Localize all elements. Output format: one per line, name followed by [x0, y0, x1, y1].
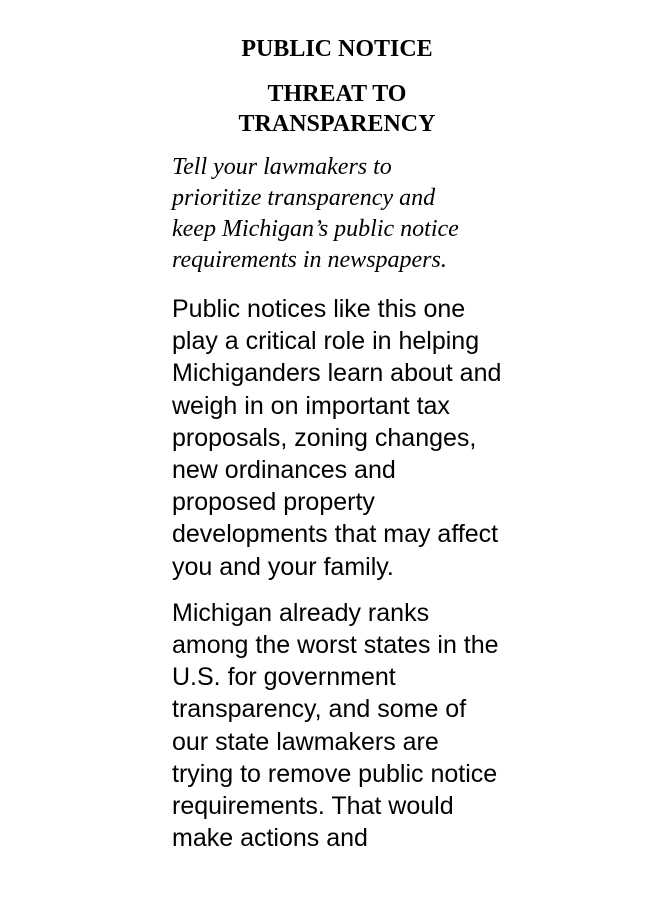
headline-line-1: THREAT TO	[267, 81, 407, 107]
public-notice	[172, 34, 502, 854]
headline-line-2: TRANSPARENCY	[238, 111, 436, 137]
notice-label: PUBLIC NOTICE	[241, 36, 433, 62]
tagline: Tell your lawmakers to prioritize transparency and keep Michigan’s public notice requirements in newspapers.	[172, 154, 459, 273]
body-paragraph: Michigan already ranks among the worst states in the U.S. for government transparency, and some of our state lawmakers are trying to remove public notice requirements. That would make actions and	[172, 598, 499, 853]
body-paragraph: Public notices like this one play a critical role in helping Michiganders learn about and weigh in on important tax proposals, zoning changes, new ordinances and proposed property developments that may affect you and your family.	[172, 295, 502, 581]
headline	[172, 79, 502, 139]
